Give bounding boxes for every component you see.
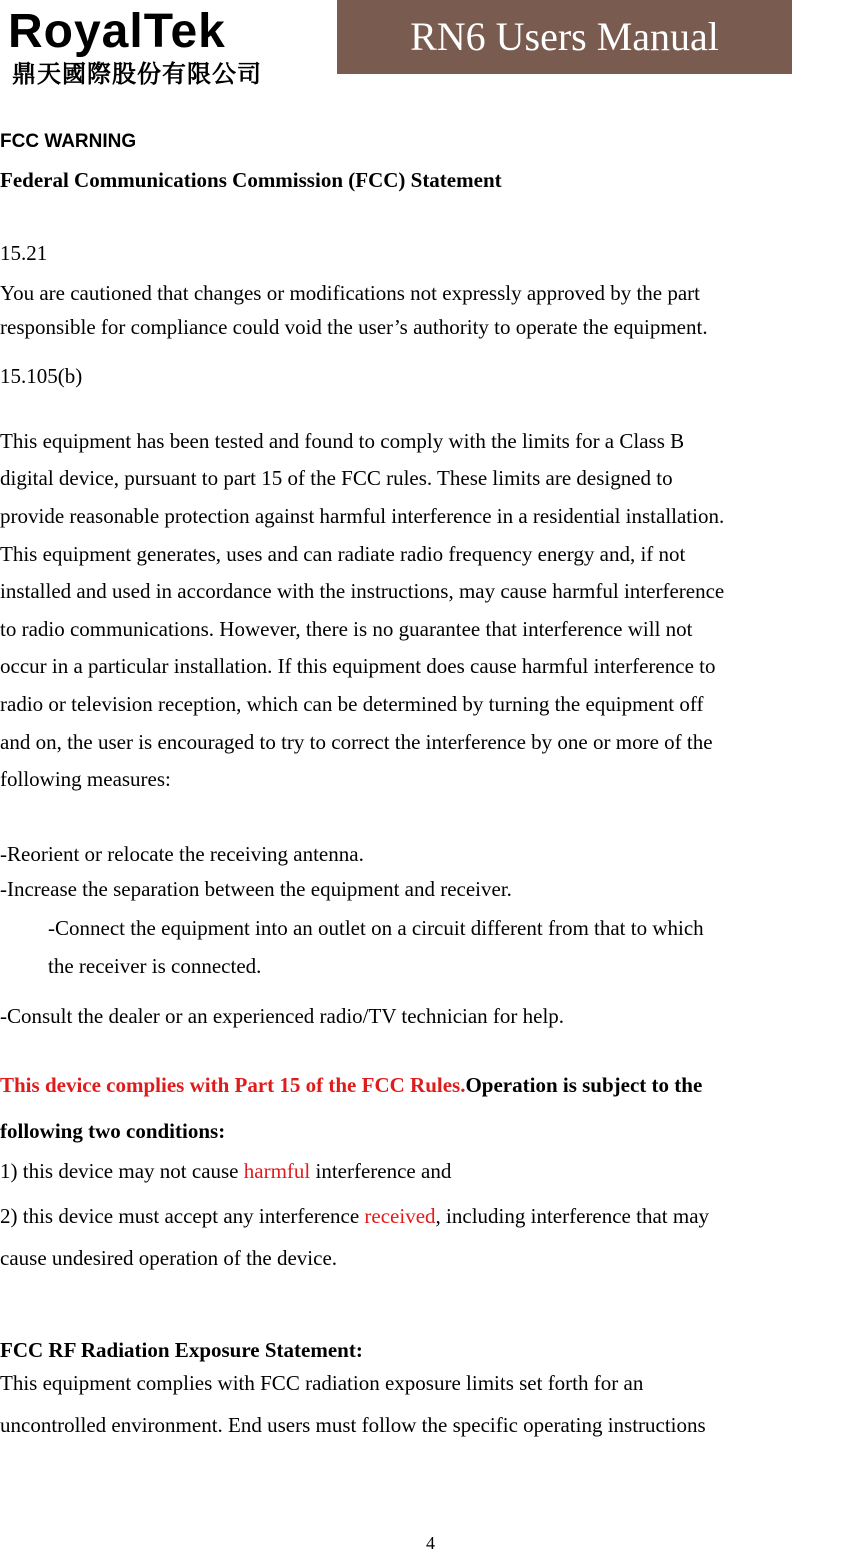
page-number: 4 xyxy=(426,1533,435,1553)
paragraph-line: provide reasonable protection against harmful interference in a residential installation. xyxy=(0,504,725,528)
measure-item: -Increase the separation between the equipment and receiver. xyxy=(0,877,512,901)
fcc-statement-title: Federal Communications Commission (FCC) Statement xyxy=(0,168,502,192)
condition-2-suffix: , including interference that may xyxy=(435,1204,710,1228)
paragraph-line: and on, the user is encouraged to try to correct the interference by one or more of the xyxy=(0,730,713,754)
measure-item: -Connect the equipment into an outlet on a circuit different from that to which xyxy=(48,916,704,940)
paragraph-line: digital device, pursuant to part 15 of the FCC rules. These limits are designed to xyxy=(0,466,673,490)
section-15-21-line-1: You are cautioned that changes or modifications not expressly approved by the part xyxy=(0,281,701,305)
condition-2-prefix: 2) this device must accept any interference xyxy=(0,1204,365,1228)
condition-1-prefix: 1) this device may not cause xyxy=(0,1159,244,1183)
paragraph-line: to radio communications. However, there is no guarantee that interference will not xyxy=(0,617,693,641)
paragraph-line: radio or television reception, which can be determined by turning the equipment off xyxy=(0,692,704,716)
measure-item: -Reorient or relocate the receiving antenna. xyxy=(0,842,364,866)
paragraph-line: installed and used in accordance with the instructions, may cause harmful interference xyxy=(0,579,725,603)
condition-2-highlight: received xyxy=(364,1204,436,1228)
measure-item-continuation: the receiver is connected. xyxy=(48,954,262,978)
paragraph-line: This equipment generates, uses and can radiate radio frequency energy and, if not xyxy=(0,542,686,566)
section-15-105b-number: 15.105(b) xyxy=(0,364,83,388)
condition-1 xyxy=(0,1157,451,1185)
logo-chinese-text: 鼎天國際股份有限公司 xyxy=(12,60,262,88)
rf-exposure-line-1: This equipment complies with FCC radiation exposure limits set forth for an xyxy=(0,1371,644,1395)
condition-2 xyxy=(0,1202,709,1230)
paragraph-line: occur in a particular installation. If this equipment does cause harmful interference to xyxy=(0,654,716,678)
section-15-21-number: 15.21 xyxy=(0,241,48,265)
condition-1-suffix: interference and xyxy=(310,1159,452,1183)
compliance-bold-text: Operation is subject to the xyxy=(465,1073,703,1097)
section-15-21-line-2: responsible for compliance could void the user’s authority to operate the equipment. xyxy=(0,315,708,339)
logo-english-text: RoyalTek xyxy=(8,5,226,58)
paragraph-line: following measures: xyxy=(0,767,171,791)
compliance-statement-line-1 xyxy=(0,1071,702,1099)
condition-1-highlight: harmful xyxy=(243,1159,311,1183)
manual-title-banner: RN6 Users Manual xyxy=(337,0,792,74)
rf-exposure-line-2: uncontrolled environment. End users must follow the specific operating instructions xyxy=(0,1413,706,1437)
royaltek-logo xyxy=(8,5,313,92)
compliance-statement-line-2: following two conditions: xyxy=(0,1119,226,1143)
measure-item: -Consult the dealer or an experienced radio/TV technician for help. xyxy=(0,1004,565,1028)
compliance-red-text: This device complies with Part 15 of the FCC Rules. xyxy=(0,1073,466,1097)
fcc-warning-heading: FCC WARNING xyxy=(0,131,137,152)
paragraph-line: This equipment has been tested and found to comply with the limits for a Class B xyxy=(0,429,685,453)
rf-exposure-title: FCC RF Radiation Exposure Statement: xyxy=(0,1338,363,1362)
condition-2-continuation: cause undesired operation of the device. xyxy=(0,1246,338,1270)
